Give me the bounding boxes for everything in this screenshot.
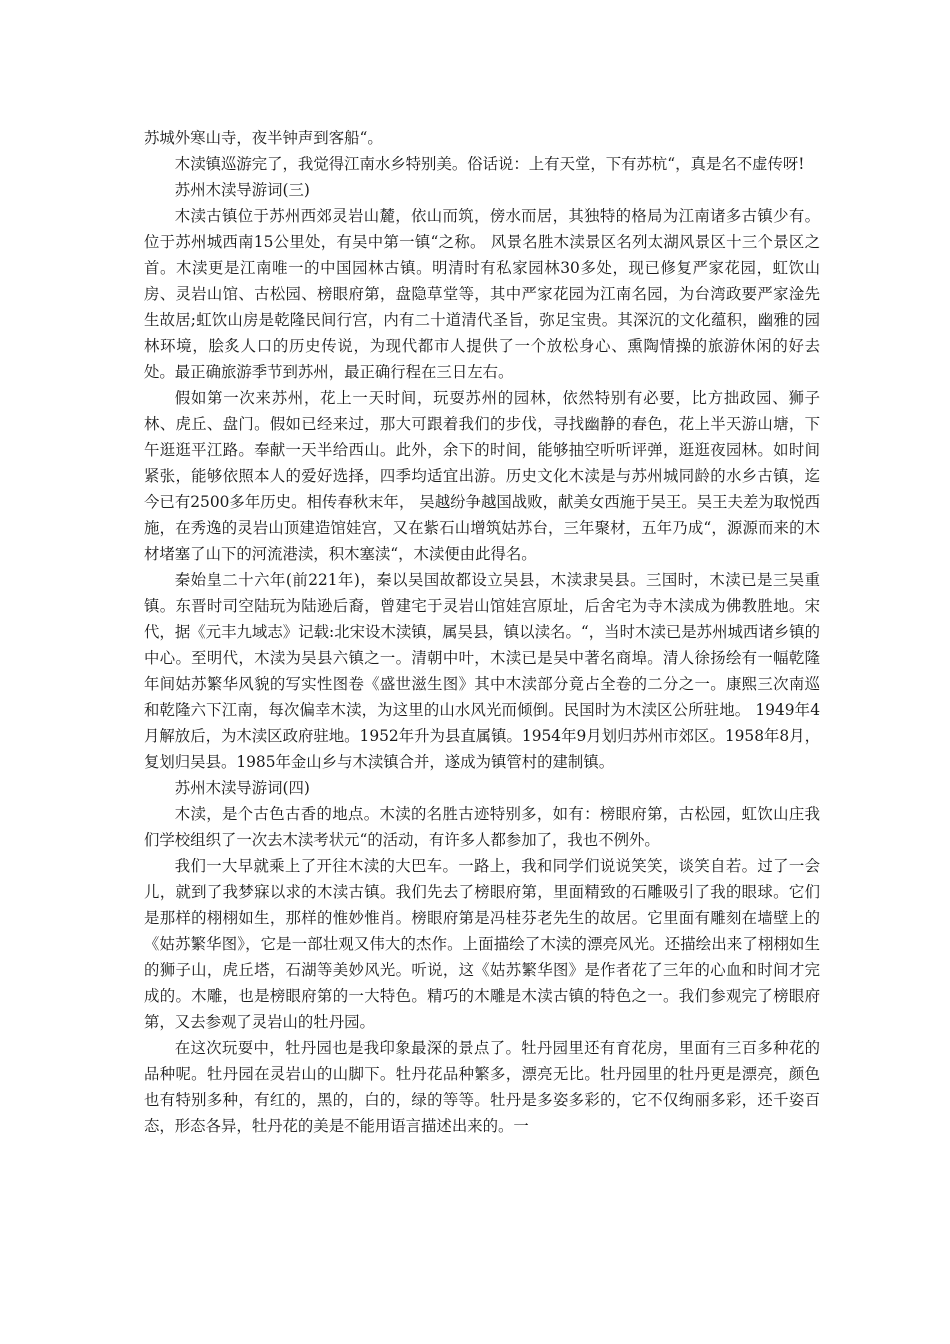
paragraph-2: 木渎镇巡游完了，我觉得江南水乡特别美。俗话说：上有天堂，下有苏杭“，真是名不虚传呀! [174, 155, 805, 173]
paragraph-4: 假如第一次来苏州，花上一天时间，玩耍苏州的园林，依然特别有必要，比方拙政园、狮子林、虎丘、盘门。假如已经来过，那大可跟着我们的步伐，寻找幽静的春色，花上半天游山塘，下午逛逛平江路。奉献一天半给西山。此外，余下的时间，能够抽空听听评弹，逛逛夜园林。如时间紧张，能够依照本人的爱好选择，四季均适宜出游。历史文化木渎是与苏州城同龄的水乡古镇，迄今已有2500多年历史。相传春秋末年， 吴越纷争越国战败，献美女西施于吴王。吴王夫差为取悦西施，在秀逸的灵岩山顶建造馆娃宫，又在紫石山增筑姑苏台，三年聚材，五年乃成“，源源而来的木材堵塞了山下的河流港渎，积木塞渎“，木渎便由此得名。 [144, 389, 820, 563]
paragraph-1: 苏城外寒山寺，夜半钟声到客船“。 [144, 129, 383, 147]
section-heading-4: 苏州木渎导游词(四) [174, 779, 310, 797]
paragraph-8: 在这次玩耍中，牡丹园也是我印象最深的景点了。牡丹园里还有育花房，里面有三百多种花的品种呢。牡丹园在灵岩山的山脚下。牡丹花品种繁多，漂亮无比。牡丹园里的牡丹更是漂亮，颜色也有特别多种，有红的，黑的，白的，绿的等等。牡丹是多姿多彩的，它不仅绚丽多彩，还千姿百态，形态各异，牡丹花的美是不能用语言描述出来的。一 [144, 1039, 820, 1135]
paragraph-3: 木渎古镇位于苏州西郊灵岩山麓，依山而筑，傍水而居，其独特的格局为江南诸多古镇少有。位于苏州城西南15公里处，有吴中第一镇“之称。 风景名胜木渎景区名列太湖风景区十三个景区之首。木渎更是江南唯一的中国园林古镇。明清时有私家园林30多处，现已修复严家花园，虹饮山房、灵岩山馆、古松园、榜眼府第，盘隐草堂等，其中严家花园为江南名园，为台湾政要严家淦先生故居;虹饮山房是乾隆民间行宫，内有二十道清代圣旨，弥足宝贵。其深沉的文化蕴积，幽雅的园林环境，脍炙人口的历史传说，为现代都市人提供了一个放松身心、熏陶情操的旅游休闲的好去处。最正确旅游季节到苏州，最正确行程在三日左右。 [144, 207, 820, 381]
section-heading-3: 苏州木渎导游词(三) [174, 181, 310, 199]
paragraph-7: 我们一大早就乘上了开往木渎的大巴车。一路上，我和同学们说说笑笑，谈笑自若。过了一会儿，就到了我梦寐以求的木渎古镇。我们先去了榜眼府第，里面精致的石雕吸引了我的眼球。它们是那样的栩栩如生，那样的惟妙惟肖。榜眼府第是冯桂芬老先生的故居。它里面有雕刻在墙壁上的《姑苏繁华图》，它是一部壮观又伟大的杰作。上面描绘了木渎的漂亮风光。还描绘出来了栩栩如生的狮子山，虎丘塔，石湖等美妙风光。听说，这《姑苏繁华图》是作者花了三年的心血和时间才完成的。木雕，也是榜眼府第的一大特色。精巧的木雕是木渎古镇的特色之一。我们参观完了榜眼府第，又去参观了灵岩山的牡丹园。 [144, 857, 820, 1031]
paragraph-6: 木渎，是个古色古香的地点。木渎的名胜古迹特别多，如有：榜眼府第，古松园，虹饮山庄我们学校组织了一次去木渎考状元“的活动，有许多人都参加了，我也不例外。 [144, 805, 820, 849]
paragraph-5: 秦始皇二十六年(前221年)，秦以吴国故都设立吴县，木渎隶吴县。三国时，木渎已是三吴重镇。东晋时司空陆玩为陆逊后裔，曾建宅于灵岩山馆娃宫原址，后舍宅为寺木渎成为佛教胜地。宋代，据《元丰九域志》记载:北宋设木渎镇，属吴县，镇以渎名。“，当时木渎已是苏州城西诸乡镇的中心。至明代，木渎为吴县六镇之一。清朝中叶，木渎已是吴中著名商埠。清人徐扬绘有一幅乾隆年间姑苏繁华风貌的写实性图卷《盛世滋生图》其中木渎部分竟占全卷的二分之一。康熙三次南巡和乾隆六下江南，每次偏幸木渎，为这里的山水风光而倾倒。民国时为木渎区公所驻地。 1949年4月解放后，为木渎区政府驻地。1952年升为县直属镇。1954年9月划归苏州市郊区。1958年8月，复划归吴县。1985年金山乡与木渎镇合并，遂成为镇管村的建制镇。 [144, 571, 820, 771]
document-body [144, 125, 820, 1139]
